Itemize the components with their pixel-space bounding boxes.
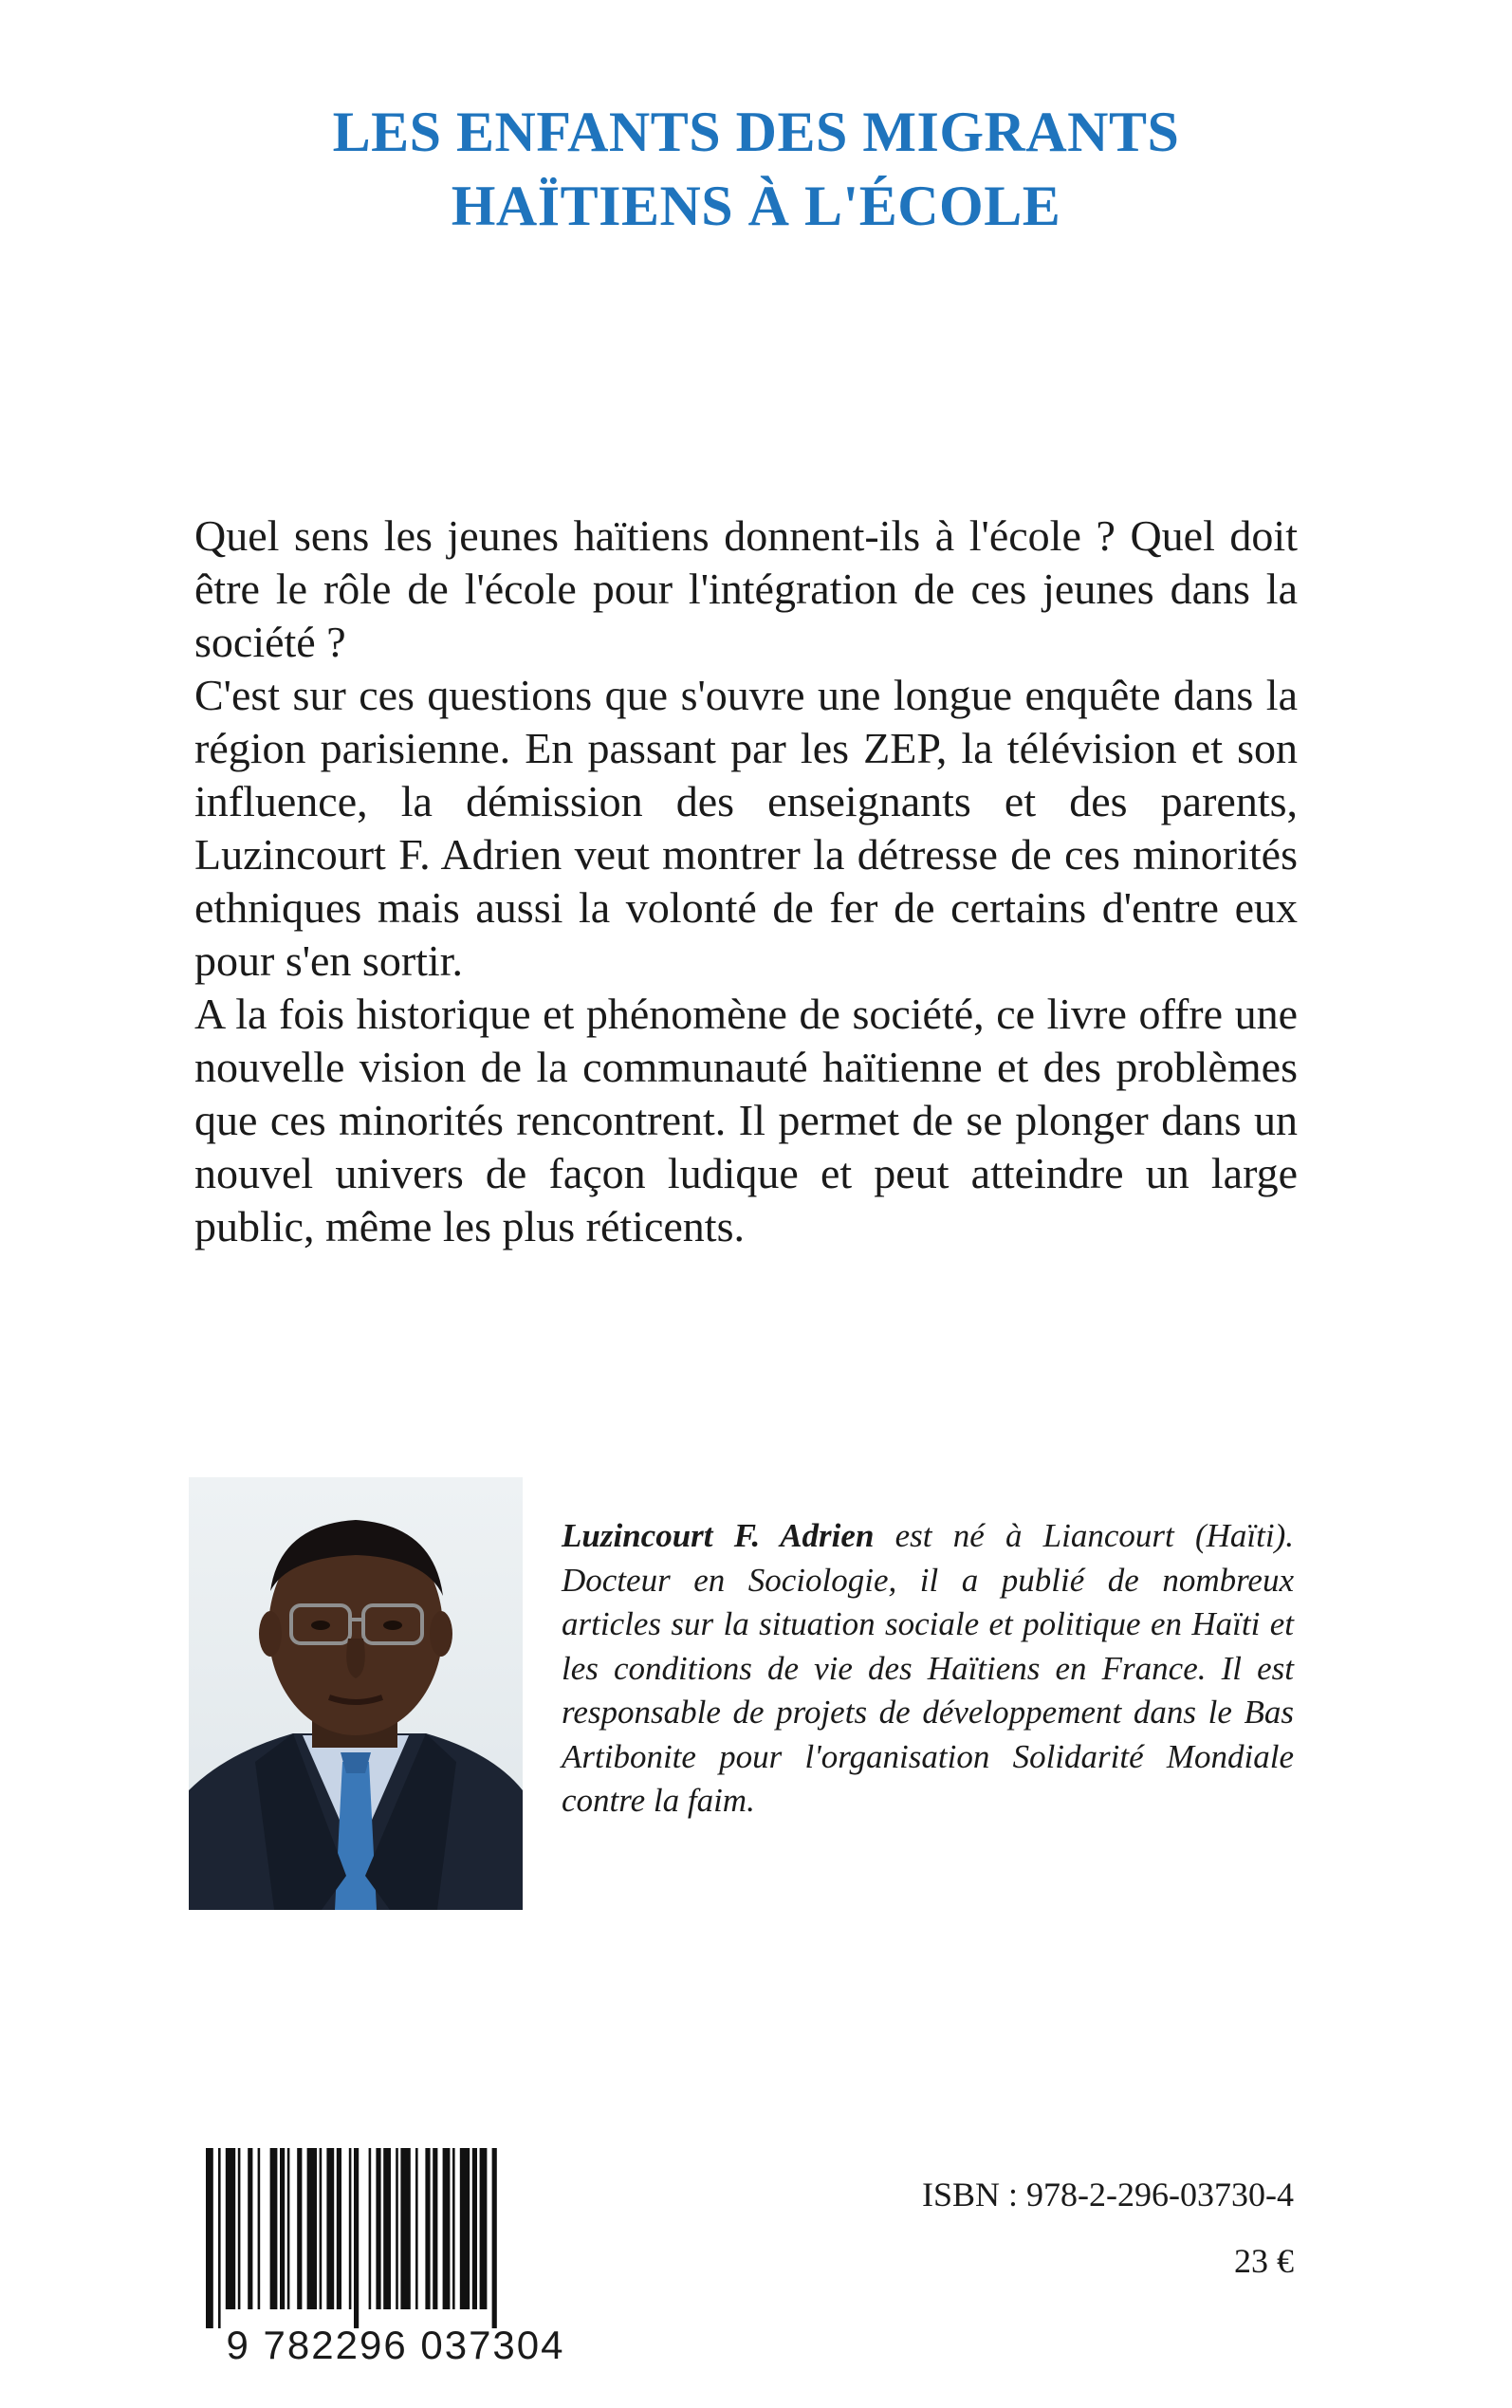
barcode-bar xyxy=(492,2148,497,2328)
barcode-bar xyxy=(415,2148,418,2309)
isbn-number: ISBN : 978-2-296-03730-4 xyxy=(922,2176,1294,2214)
barcode-bar xyxy=(287,2148,290,2309)
barcode-bar xyxy=(383,2148,391,2309)
author-photo xyxy=(189,1477,523,1910)
book-price: 23 € xyxy=(1234,2242,1294,2280)
barcode-digits: 9 782296 037304 xyxy=(226,2323,565,2367)
barcode-bar xyxy=(452,2148,455,2309)
barcode-bar xyxy=(238,2148,241,2309)
barcode-bar xyxy=(396,2148,398,2309)
blurb-paragraph-1: Quel sens les jeunes haïtiens donnent-ils à l'école ? Quel doit être le rôle de l'école pour l'intégration de ces jeunes dans la société ? xyxy=(194,511,1298,666)
barcode-bar xyxy=(460,2148,470,2309)
barcode-bar xyxy=(280,2148,285,2309)
author-bio-text: est né à Liancourt (Haïti). Docteur en Sociologie, il a publié de nombreux articles sur la situation sociale et politique en Haïti et les conditions de vie des Haïtiens en France. Il est responsable de projets de développement dans le Bas Artibonite pour l'organisation Solidarité Mondiale contre la faim. xyxy=(562,1517,1294,1819)
barcode-bar xyxy=(337,2148,341,2309)
barcode-bar xyxy=(376,2148,380,2309)
blurb-paragraph-2: C'est sur ces questions que s'ouvre une longue enquête dans la région parisienne. En passant par les ZEP, la télévision et son influence, la démission des enseignants et des parents, Luzincourt F. Adrien veut montrer la détresse de ces minorités ethniques mais aussi la volonté de fer de certains d'entre eux pour s'en sortir. xyxy=(194,671,1298,985)
barcode-bar xyxy=(349,2148,352,2309)
barcode-bar xyxy=(472,2148,477,2309)
barcode-bar xyxy=(369,2148,372,2309)
book-title-line-1: LES ENFANTS DES MIGRANTS xyxy=(332,101,1180,163)
isbn-barcode xyxy=(193,2148,599,2370)
author-name: Luzincourt F. Adrien xyxy=(562,1517,875,1554)
barcode-bar xyxy=(354,2148,359,2328)
barcode-bar xyxy=(297,2148,302,2309)
author-portrait-icon xyxy=(189,1477,523,1910)
book-title xyxy=(0,95,1512,243)
barcode-bar xyxy=(443,2148,451,2309)
barcode-bar xyxy=(307,2148,317,2309)
barcode-graphic xyxy=(193,2148,599,2370)
barcode-bar xyxy=(226,2148,235,2309)
barcode-bar xyxy=(270,2148,278,2309)
blurb-paragraph-3: A la fois historique et phénomène de société, ce livre offre une nouvelle vision de la communauté haïtienne et des problèmes que ces minorités rencontrent. Il permet de se plonger dans un nouvel univers de façon ludique et peut atteindre un large public, même les plus réticents. xyxy=(194,990,1298,1250)
author-biography xyxy=(562,1514,1294,1824)
barcode-bar xyxy=(480,2148,488,2309)
back-cover-blurb xyxy=(194,509,1298,1253)
barcode-bar xyxy=(206,2148,213,2328)
barcode-bar xyxy=(400,2148,410,2309)
barcode-bar xyxy=(433,2148,437,2309)
barcode-bar xyxy=(425,2148,430,2309)
barcode-bar xyxy=(258,2148,261,2309)
barcode-bar xyxy=(320,2148,323,2309)
barcode-bar xyxy=(326,2148,334,2309)
book-title-line-2: HAÏTIENS À L'ÉCOLE xyxy=(451,175,1061,237)
barcode-bar xyxy=(248,2148,252,2309)
barcode-bar xyxy=(218,2148,221,2328)
